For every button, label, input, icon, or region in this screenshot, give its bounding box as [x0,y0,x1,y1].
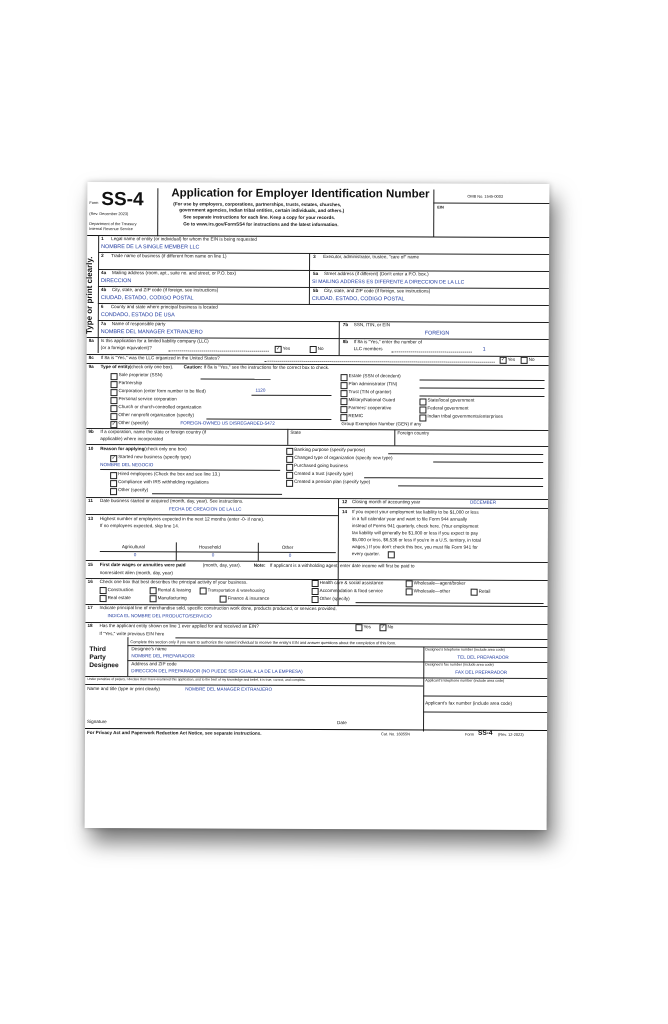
personal-service-checkbox[interactable] [110,397,117,404]
wholesale-other-label: Wholesale—other [413,588,451,594]
other-specify-checkbox[interactable]: ✓ [111,421,116,428]
line-3-number: 3 [313,253,316,259]
designee-fax-label: Designee's fax number (include area code) [425,662,494,667]
transportation-label: Transportation & warehousing [207,587,265,593]
line-8c-number: 8c [88,355,94,361]
llc-yes-label: Yes [282,345,291,351]
catalog-number: Cat. No. 16055N [380,731,411,737]
name-title-label: Name and title (type or print clearly) [87,685,160,692]
line-7b-label: SSN, ITIN, or EIN [353,322,391,328]
federal-gov-label: Federal government [427,405,469,411]
line-14-text-3: instead of Forms 941 quarterly, check here. (Your employment [351,523,479,529]
health-care-checkbox[interactable] [312,580,319,587]
remic-checkbox[interactable] [340,414,347,421]
merchandise-field[interactable]: INDICA EL NOMBRE DEL PRODUCTO/SERVICIO [107,613,212,619]
llc-us-yes-label: Yes [507,356,516,362]
line-5b-label: City, state, and ZIP code (if foreign, see instructions) [323,288,431,294]
purchased-business-checkbox[interactable] [286,464,293,471]
sole-proprietor-checkbox[interactable] [111,373,118,380]
church-checkbox[interactable] [110,405,117,412]
prior-ein-no-checkbox[interactable]: ✓ [380,624,386,631]
line-13-label-1: Highest number of employees expected in the next 12 months (enter -0- if none). [99,516,265,522]
line-9a-caution: If 8a is "Yes," see the instructions for the correct box to check. [203,364,330,371]
llc-us-no-checkbox[interactable] [521,357,528,364]
responsible-party-field[interactable]: NOMBRE DEL MANAGER EXTRANJERO [100,329,203,336]
wholesale-agent-checkbox[interactable] [406,580,413,587]
line-17-number: 17 [87,604,93,611]
applicant-fax-label: Applicant's fax number (include area code) [425,700,513,706]
line-8b-label-1: If 8a is "Yes," enter the number of [353,339,422,345]
line-10-label: (check only one box) [144,446,187,452]
farmers-coop-label: Farmers' cooperative [348,405,392,411]
line-9a-label: (check only one box). [129,364,174,370]
subtitle-line-4: Go to www.irs.gov/FormSS4 for instructions and the latest information. [183,221,339,228]
third-label: Third [89,646,106,654]
line-14-text-7: every quarter. [351,551,380,557]
footer-form-number: SS-4 [477,729,493,737]
accommodation-label: Accommodation & food service [319,588,383,594]
ssn-itin-field[interactable]: FOREIGN [424,330,450,337]
llc-no-label: No [317,346,324,352]
line-6-label: County and state where principal business is located [110,304,218,310]
federal-gov-checkbox[interactable] [419,406,426,413]
line-5b-number: 5b [312,287,319,294]
line-7a-label: Name of responsible party [111,321,166,327]
corporation-label: Corporation (enter form number to be filed) [118,388,206,394]
party-label: Party [89,654,106,662]
line-5a-label: Street address (if different) (Don't enter a P.O. box.) [324,271,429,277]
finance-insurance-label: Finance & insurance [227,595,270,601]
line-10-number: 10 [88,446,94,452]
line-17-label: Indicate principal line of merchandise sold, specific construction work done, products produced, or services provided. [99,605,337,612]
footer-revision: (Rev. 12-2023) [497,731,524,737]
line-5a-number: 5a [313,270,319,277]
designee-tel-field[interactable]: TEL DEL PREPARADOR [457,654,509,660]
legal-name-field[interactable]: NOMBRE DE LA SINGLE MEMBER LLC [101,244,200,251]
personal-service-label: Personal service corporation [118,396,177,402]
line-9a-label-bold: Type of entity [100,364,131,370]
pension-plan-checkbox[interactable] [286,480,293,487]
line-8a-label-2: (or a foreign equivalent)? [100,345,152,351]
designee-note: Complete this section only if you want to authorize the named individual to receive the entity's EIN and answer questions about the completion of this form. [130,639,397,646]
other-employees-label: Other [281,544,294,550]
header-divider-right [433,190,434,238]
irs-withholding-label: Compliance with IRS withholding regulations [118,479,209,485]
revision-date: (Rev. December 2023) [89,211,129,217]
line-10-label-bold: Reason for applying [100,446,145,452]
department-line: Department of the Treasury [89,221,137,227]
line-3-label: Executor, administrator, trustee, "care of" name [323,254,420,260]
indian-tribal-checkbox[interactable] [419,414,426,421]
foreign-country-label: Foreign country [397,430,430,436]
business-type-field[interactable]: NOMBRE DEL NEGOCIO [100,462,154,468]
line-14-text-5: $5,000 or less, $6,536 or less if you're in a U.S. territory, in total [351,537,481,543]
gen-label: Group Exemption Number (GEN) if any [341,421,422,427]
line-13-label-2: If no employees expected, skip line 14. [99,523,180,529]
military-checkbox[interactable] [340,398,347,405]
health-care-label: Health care & social assistance [319,580,384,586]
subtitle-line-3: See separate instructions for each line. Keep a copy for your records. [183,214,336,221]
line-8b-label-2: LLC members [353,346,383,352]
line-14-text-4: tax liability will generally be $1,000 or less if you expect to pay [351,530,479,536]
finance-insurance-checkbox[interactable] [220,596,227,603]
real-estate-checkbox[interactable] [100,595,107,602]
changed-type-checkbox[interactable] [286,456,293,463]
designee-tel-label: Designee's telephone number (include area code) [425,647,505,652]
applicant-tel-label: Applicant's telephone number (include area code) [425,678,505,683]
agricultural-label: Agricultural [121,544,145,550]
line-18-number: 18 [87,622,93,629]
line-9a-caution-bold: Caution: [183,364,203,370]
corporation-checkbox[interactable] [110,389,117,396]
county-state-field[interactable]: CONDADO, ESTADO DE USA [100,312,175,319]
line-4a-label: Mailing address (room, apt., suite no. and street, or P.O. box) [112,270,237,276]
line-15-number: 15 [87,562,93,568]
changed-type-label: Changed type of organization (specify new type) [294,454,393,461]
omb-number: OMB No. 1545-0003 [467,193,504,199]
line-8b-number: 8b [342,339,349,345]
ein-label: EIN [437,204,444,210]
partnership-checkbox[interactable] [111,381,118,388]
remic-label: REMIC [348,413,364,419]
created-trust-checkbox[interactable] [286,472,293,479]
line-7a-number: 7a [100,321,106,327]
header-divider [157,188,158,236]
line-2-label: Trade name of business (if different from name on line 1) [111,253,227,259]
prior-ein-no-label: No [387,624,394,630]
line-14-text-1: If you expect your employment tax liability to be $1,000 or less [351,509,479,515]
agricultural-field[interactable]: 0 [133,552,137,558]
footer-form-word: Form [464,731,475,737]
rental-leasing-label: Rental & leasing [157,587,192,593]
line-14-text-6: wages.) If you don't check this box, you must file Form 941 for [351,544,478,550]
privacy-notice: For Privacy Act and Paperwork Reduction Act Notice, see separate instructions. [86,729,262,736]
date-started-field[interactable]: FECHA DE CREACION DE LA LLC [168,506,242,512]
line-15-label-2: nonresident alien (month, day, year) [99,570,173,576]
subtitle-line-2: government agencies, Indian tribal entities, certain individuals, and others.) [179,207,345,214]
retail-label: Retail [478,588,491,594]
farmers-coop-checkbox[interactable] [340,406,347,413]
line-16-label: Check one box that best describes the principal activity of your business. [99,579,248,585]
line-11-number: 11 [88,498,93,504]
signature-label[interactable]: Signature [87,718,107,725]
trust-label: Trust (TIN of grantor) [348,389,392,395]
reason-other-checkbox[interactable] [110,488,117,495]
name-title-field[interactable]: NOMBRE DEL MANAGER EXTRANJERO [185,686,273,692]
llc-no-checkbox[interactable] [310,346,317,353]
line-8a-label-1: Is this application for a limited liability company (LLC) [100,338,209,344]
wholesale-agent-label: Wholesale—agent/broker [413,580,466,586]
line-15-label: (month, day, year). [202,562,241,568]
mailing-address-field[interactable]: DIRECCION [100,278,132,285]
line-16-number: 16 [87,579,93,585]
plan-admin-checkbox[interactable] [341,382,348,389]
activity-other-label: Other (specify) [319,596,350,602]
line-13-number: 13 [87,516,94,522]
line-12-label: Closing month of accounting year [352,499,421,505]
purchased-business-label: Purchased going business [294,462,349,469]
household-label: Household [198,544,221,550]
irs-line: Internal Revenue Service [89,226,133,232]
street-city-state-zip-field[interactable]: CIUDAD. ESTADO, CODIGO POSTAL [311,295,405,303]
plan-admin-label: Plan administrator (TIN) [348,381,398,387]
household-field[interactable]: 0 [211,552,215,558]
line-12-number: 12 [342,499,348,505]
other-employees-field[interactable]: 0 [288,552,292,558]
line-15-note-bold: Note: [253,562,266,568]
designee-address-field[interactable]: DIRECCION DEL PREPARADOR (NO PUEDE SER IGUAL A LA DE LA EMPRESA) [131,668,303,674]
designee-name-label: Designee's name [131,646,167,652]
line-1-label: Legal name of entity (or individual) for whom the EIN is being requested [111,236,257,242]
accommodation-checkbox[interactable] [312,588,319,595]
line-15-label-bold: First date wages or annuities were paid [99,562,186,568]
construction-checkbox[interactable] [100,587,107,594]
banking-purpose-checkbox[interactable] [286,448,293,455]
state-local-gov-checkbox[interactable] [419,398,426,405]
closing-month-field[interactable]: DECEMBER [470,499,497,505]
wholesale-other-checkbox[interactable] [406,588,413,595]
started-business-label: Started new business (specify type) [118,454,191,460]
state-label: State [290,429,302,435]
llc-members-field[interactable]: 1 [482,346,486,353]
reason-other-label: Other (specify) [118,487,149,493]
created-trust-label: Created a trust (specify type) [294,470,354,477]
form-title: Application for Employer Identification Number [171,187,430,201]
line-15-note: If applicant is a withholding agent, enter date income will first be paid to [269,562,415,569]
pension-plan-label: Created a pension plan (specify type) [294,478,371,485]
manufacturing-label: Manufacturing [157,595,187,601]
line-11-label: Date business started or acquired (month, day, year). See instructions. [100,498,244,504]
city-state-zip-field[interactable]: CIUDAD, ESTADO, CODIGO POSTAL [100,295,194,302]
line-9b-number: 9b [88,429,94,435]
line-8a-number: 8a [88,338,94,344]
line-8c-label: If 8a is "Yes," was the LLC organized in the United States? [100,355,220,361]
line-6-number: 6 [100,304,104,310]
transportation-checkbox[interactable] [200,587,207,594]
designee-name-field[interactable]: NOMBRE DEL PREPARADOR [131,653,195,659]
other-nonprofit-label: Other nonprofit organization (specify) [118,412,195,418]
llc-us-no-label: No [528,356,535,362]
prior-ein-yes-label: Yes [363,624,371,630]
irs-withholding-checkbox[interactable] [110,480,117,487]
ss4-form-page [85,182,550,830]
activity-other-checkbox[interactable] [312,596,319,603]
partnership-label: Partnership [118,380,143,386]
banking-purpose-label: Banking purpose (specify purpose) [294,446,366,453]
construction-label: Construction [107,587,134,593]
form-944-checkbox[interactable] [388,551,395,558]
designee-fax-field[interactable]: FAX DEL PREPARADOR [455,669,508,675]
state-local-gov-label: State/local government [427,397,475,403]
trust-checkbox[interactable] [340,390,347,397]
line-9a-number: 9a [88,364,94,370]
indian-tribal-label: Indian tribal governments/enterprises [427,413,503,419]
llc-yes-checkbox[interactable]: ✓ [276,345,281,352]
previous-ein-label: If "Yes," write previous EIN here [99,631,165,637]
started-business-checkbox[interactable]: ✓ [111,455,116,462]
manufacturing-checkbox[interactable] [150,595,157,602]
llc-us-yes-checkbox[interactable]: ✓ [501,356,506,363]
prior-ein-yes-checkbox[interactable] [355,624,362,631]
street-address-field[interactable]: SI MAILING ADDRESS ES DIFERENTE A DIRECCION DE LA LLC [311,278,465,286]
other-specify-field[interactable]: FOREIGN-OWNED US DISREGARDED-5472 [180,420,275,426]
sole-proprietor-label: Sole proprietor (SSN) [118,372,163,378]
line-4b-number: 4b [100,287,107,293]
church-label: Church or church-controlled organization [118,404,202,410]
perjury-statement: Under penalties of perjury, I declare that I have examined this application, and to the best of my knowledge and belief, it is true, correct, and complete. [87,676,306,682]
designee-address-label: Address and ZIP code [131,661,177,667]
line-18-label: Has the applicant entity shown on line 1 ever applied for and received an EIN? [99,623,259,629]
military-label: Military/National Guard [348,397,396,403]
line-2-number: 2 [101,253,104,259]
other-specify-label: Other (specify) [118,420,149,426]
line-14-text-2: in a full calendar year and want to file Form 944 annually [351,516,468,522]
form-word: Form [89,200,99,206]
line-4a-number: 4a [101,270,107,276]
line-1-number: 1 [101,236,104,242]
line-9b-label-1: If a corporation, name the state or foreign country (if [100,429,207,435]
date-label[interactable]: Date [337,720,347,726]
form-number: SS-4 [101,189,144,211]
line-7b-number: 7b [342,322,349,328]
rental-leasing-checkbox[interactable] [150,587,157,594]
type-or-print-label: Type or print clearly. [84,256,95,335]
hired-employees-label: Hired employees (Check the box and see line 13.) [118,471,221,477]
estate-label: Estate (SSN of decedent) [348,373,401,379]
retail-checkbox[interactable] [471,589,478,596]
subtitle-line-1: (For use by employers, corporations, partnerships, trusts, estates, churches, [173,201,342,208]
line-9b-label-2: applicable) where incorporated [100,436,164,442]
line-14-number: 14 [341,509,348,515]
other-nonprofit-checkbox[interactable] [110,413,117,420]
estate-checkbox[interactable] [341,374,348,381]
real-estate-label: Real estate [107,595,131,601]
designee-label: Designee [89,662,119,670]
line-4b-label: City, state, and ZIP code (if foreign, see instructions) [111,287,219,293]
corporation-form-field[interactable]: 1120 [255,387,266,393]
hired-employees-checkbox[interactable] [110,472,117,479]
